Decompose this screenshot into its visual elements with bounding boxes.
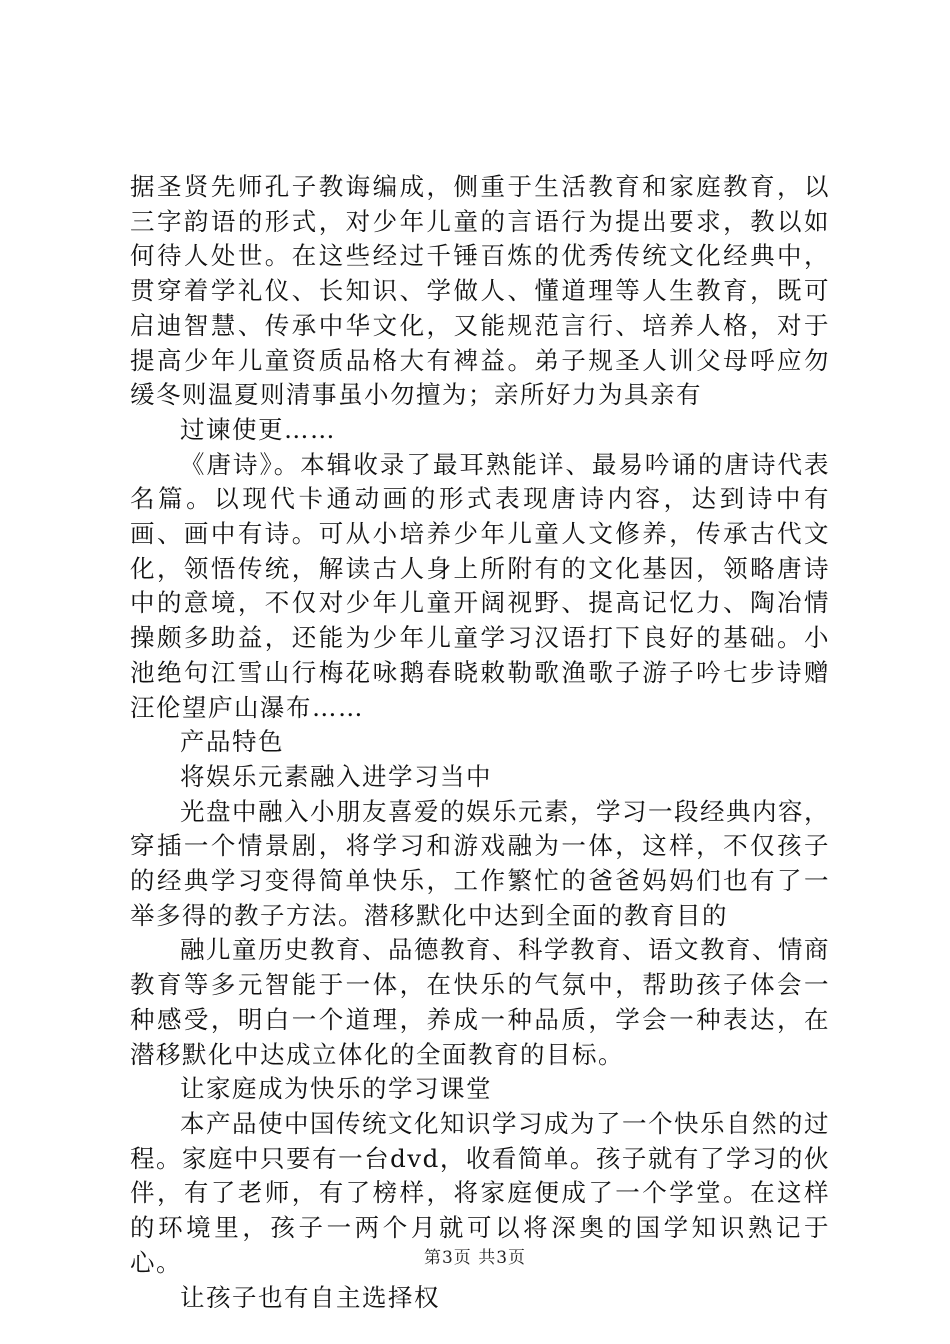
paragraph-tang-poems: 《唐诗》。本辑收录了最耳熟能详、最易吟诵的唐诗代表名篇。以现代卡通动画的形式表现唐诗内容，达到诗中有画、画中有诗。可从小培养少年儿童人文修养，传承古代文化，领悟传统，解读古人身上所附有的文化基因，领略唐诗中的意境，不仅对少年儿童开阔视野、提高记忆力、陶冶情操颇多助益，还能为少年儿童学习汉语打下良好的基础。小池绝句江雪山行梅花咏鹅春晓敕勒歌渔歌子游子吟七步诗赠汪伦望庐山瀑布…… xyxy=(130,449,830,722)
heading-child-choice: 让孩子也有自主选择权 xyxy=(180,1282,440,1312)
heading-entertainment-learning: 将娱乐元素融入进学习当中 xyxy=(180,761,492,791)
paragraph-disc-entertainment: 光盘中融入小朋友喜爱的娱乐元素，学习一段经典内容，穿插一个情景剧，将学习和游戏融为一体，这样，不仅孩子的经典学习变得简单快乐，工作繁忙的爸爸妈妈们也有了一举多得的教子方法。潜移默化中达到全面的教育目的 xyxy=(130,796,830,930)
page-number-footer: 第3页 共3页 xyxy=(423,1248,527,1268)
paragraph-continuation: 过谏使更…… xyxy=(180,414,336,444)
document-body xyxy=(130,170,830,1315)
paragraph-home-learning: 本产品使中国传统文化知识学习成为了一个快乐自然的过程。家庭中只要有一台dvd，收看简单。孩子就有了学习的伙伴，有了老师，有了榜样，将家庭便成了一个学堂。在这样的环境里，孩子一两个月就可以将深奥的国学知识熟记于心。 xyxy=(130,1108,830,1277)
heading-product-features: 产品特色 xyxy=(180,727,284,757)
heading-home-classroom: 让家庭成为快乐的学习课堂 xyxy=(180,1074,492,1104)
paragraph-disciple-rules: 据圣贤先师孔子教诲编成，侧重于生活教育和家庭教育，以三字韵语的形式，对少年儿童的言语行为提出要求，教以如何待人处世。在这些经过千锤百炼的优秀传统文化经典中，贯穿着学礼仪、长知识、学做人、懂道理等人生教育，既可启迪智慧、传承中华文化，又能规范言行、培养人格，对于提高少年儿童资质品格大有裨益。弟子规圣人训父母呼应勿缓冬则温夏则清事虽小勿擅为；亲所好力为具亲有 xyxy=(130,172,830,410)
paragraph-multi-education: 融儿童历史教育、品德教育、科学教育、语文教育、情商教育等多元智能于一体，在快乐的气氛中，帮助孩子体会一种感受，明白一个道理，养成一种品质，学会一种表达，在潜移默化中达成立体化的全面教育的目标。 xyxy=(130,935,830,1069)
